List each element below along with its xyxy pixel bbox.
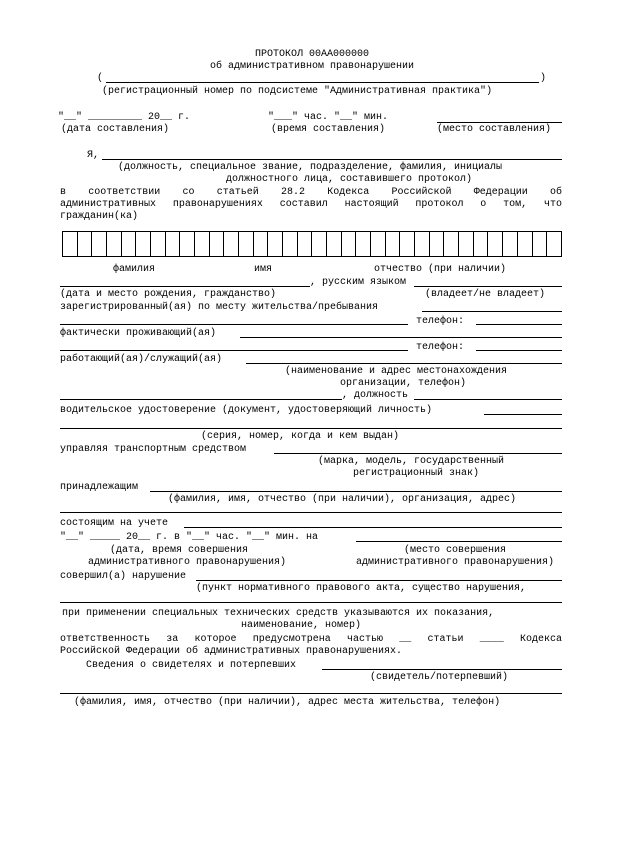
violation-place-caption-2: административного правонарушения) <box>356 557 555 568</box>
place-line[interactable] <box>437 122 562 123</box>
label-surname: фамилия <box>113 264 156 275</box>
license-line[interactable] <box>484 414 562 415</box>
final-caption: (фамилия, имя, отчество (при наличии), адрес места жительства, телефон) <box>74 697 501 708</box>
owner-line[interactable] <box>150 491 562 492</box>
vehicle-caption-2: регистрационный знак) <box>353 468 480 479</box>
place-caption: (место составления) <box>437 124 552 135</box>
registered-label: зарегистрированный(ая) по месту жительства/пребывания <box>60 302 379 313</box>
protocol-title: ПРОТОКОЛ 00АА000000 <box>254 49 370 60</box>
date-caption: (дата составления) <box>61 124 170 135</box>
language-line[interactable] <box>414 286 562 287</box>
russian-language-label: , русским языком <box>310 277 407 288</box>
phone-line-1[interactable] <box>476 324 562 325</box>
reg-paren-open: ( <box>97 73 104 84</box>
registered-line-2[interactable] <box>60 324 408 325</box>
account-label: состоящим на учете <box>60 518 169 529</box>
phone-label-1: телефон: <box>416 316 465 327</box>
author-line[interactable] <box>102 159 562 160</box>
vehicle-line[interactable] <box>274 453 562 454</box>
registered-line[interactable] <box>422 311 562 312</box>
violation-date-field[interactable]: "__" _____ 20__ г. в "__" час. "__" мин. на <box>60 532 319 543</box>
tech-caption-2: наименование, номер) <box>241 620 362 631</box>
time-field[interactable]: "___" час. "__" мин. <box>268 112 389 123</box>
committed-line[interactable] <box>196 580 562 581</box>
label-name: имя <box>254 264 273 275</box>
statement-line-2: административных правонарушениях составил настоящий протокол о том, что <box>60 199 562 210</box>
violation-date-caption-1: (дата, время совершения <box>110 545 249 556</box>
owner-caption: (фамилия, имя, отчество (при наличии), организация, адрес) <box>168 494 517 505</box>
date-field[interactable]: "__" _________ 20__ г. <box>58 112 191 123</box>
time-caption: (время составления) <box>271 124 386 135</box>
birth-line[interactable] <box>60 286 310 287</box>
phone-label-2: телефон: <box>416 342 465 353</box>
violation-date-caption-2: административного правонарушения) <box>88 557 287 568</box>
author-ya: Я, <box>87 150 100 161</box>
witnesses-label: Сведения о свидетелях и потерпевших <box>86 660 297 671</box>
statement-line-3: гражданин(ка) <box>60 211 139 222</box>
actual-living-line-2[interactable] <box>60 350 408 351</box>
witness-details-line[interactable] <box>60 693 562 694</box>
vehicle-label: управляя транспортным средством <box>60 444 247 455</box>
position-line[interactable] <box>414 399 562 400</box>
owner-line-2[interactable] <box>60 512 562 513</box>
position-label: , должность <box>342 390 409 401</box>
label-patronymic: отчество (при наличии) <box>374 264 507 275</box>
phone-line-2[interactable] <box>476 350 562 351</box>
violation-place-line[interactable] <box>356 541 562 542</box>
owner-label: принадлежащим <box>60 482 139 493</box>
org-line-2[interactable] <box>60 399 342 400</box>
author-caption-1: (должность, специальное звание, подразделение, фамилия, инициалы <box>118 162 503 173</box>
org-caption-1: (наименование и адрес местонахождения <box>285 366 508 377</box>
tech-caption-1: при применении специальных технических средств указываются их показания, <box>62 608 495 619</box>
license-label: водительское удостоверение (документ, удостоверяющий личность) <box>60 405 433 416</box>
birth-caption: (дата и место рождения, гражданство) <box>60 289 277 300</box>
witness-caption: (свидетель/потерпевший) <box>370 672 509 683</box>
responsibility-line-2: Российской Федерации об административных правонарушениях. <box>60 646 403 657</box>
witnesses-line[interactable] <box>322 669 562 670</box>
committed-caption: (пункт нормативного правового акта, существо нарушения, <box>196 583 527 594</box>
license-line-2[interactable] <box>60 428 562 429</box>
org-caption-2: организации, телефон) <box>340 378 467 389</box>
working-line[interactable] <box>246 363 562 364</box>
violation-place-caption-1: (место совершения <box>404 545 507 556</box>
committed-label: совершил(а) нарушение <box>60 571 187 582</box>
actual-living-label: фактически проживающий(ая) <box>60 328 217 339</box>
statement-line-1: в соответствии со статьей 28.2 Кодекса Российской Федерации об <box>60 187 562 198</box>
author-caption-2: должностного лица, составившего протокол) <box>226 174 473 185</box>
account-line[interactable] <box>184 527 562 528</box>
license-caption: (серия, номер, когда и кем выдан) <box>201 431 400 442</box>
protocol-subtitle: об административном правонарушении <box>209 61 415 72</box>
working-label: работающий(ая)/служащий(ая) <box>60 354 223 365</box>
committed-line-2[interactable] <box>60 602 562 603</box>
name-char-grid[interactable] <box>62 231 562 257</box>
reg-caption: (регистрационный номер по подсистеме "Административная практика") <box>102 86 493 97</box>
responsibility-line-1: ответственность за которое предусмотрена частью __ статьи ____ Кодекса <box>60 634 562 645</box>
language-caption: (владеет/не владеет) <box>425 289 546 300</box>
vehicle-caption-1: (марка, модель, государственный <box>318 456 505 467</box>
reg-number-line[interactable] <box>106 82 539 83</box>
reg-paren-close: ) <box>540 73 547 84</box>
actual-living-line[interactable] <box>240 337 562 338</box>
